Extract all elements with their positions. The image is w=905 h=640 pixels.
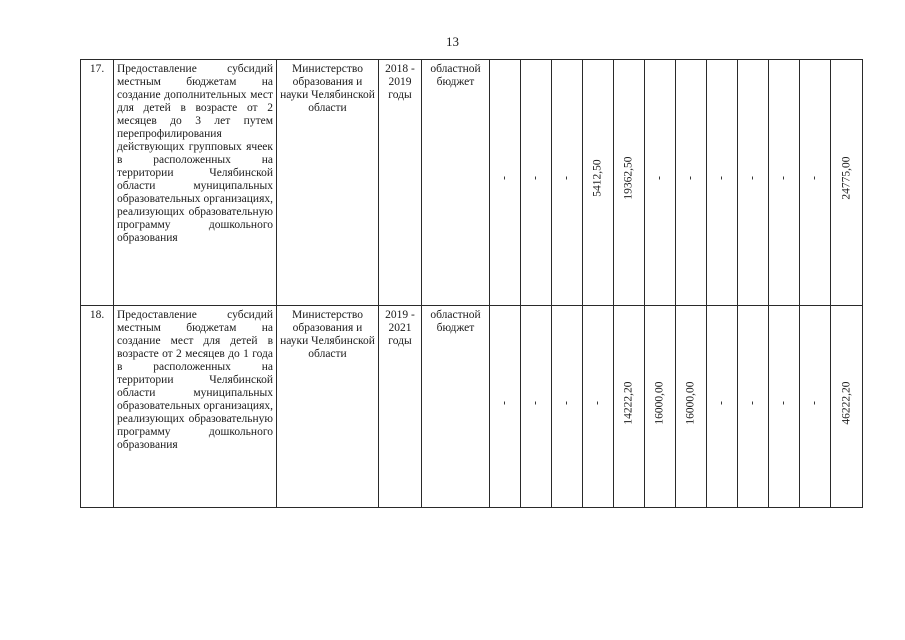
- value-cell: [738, 60, 769, 306]
- value-text: -: [715, 401, 728, 405]
- value-text: -: [746, 176, 759, 180]
- implementation-period: 2019 - 2021 годы: [379, 306, 422, 508]
- total-cell: [831, 306, 863, 508]
- value-text: -: [808, 176, 821, 180]
- total-cell: [831, 60, 863, 306]
- value-cell: [645, 60, 676, 306]
- funding-source: областной бюджет: [422, 60, 490, 306]
- total-text: 24775,00: [840, 156, 852, 200]
- row-number: 18.: [81, 306, 114, 508]
- row-number: 17.: [81, 60, 114, 306]
- program-activities-table: [80, 59, 863, 508]
- value-cell: [521, 60, 552, 306]
- value-text: -: [498, 401, 511, 405]
- value-cell: [614, 306, 645, 508]
- value-cell: [490, 60, 521, 306]
- value-text: 19362,50: [622, 156, 635, 200]
- value-cell: [800, 306, 831, 508]
- value-text: 5412,50: [591, 159, 604, 197]
- value-cell: [583, 306, 614, 508]
- value-cell: [676, 60, 707, 306]
- value-cell: [738, 306, 769, 508]
- total-text: 46222,20: [840, 381, 852, 425]
- funding-source: областной бюджет: [422, 306, 490, 508]
- table-row: [81, 306, 863, 508]
- value-text: -: [591, 401, 604, 405]
- value-text: 14222,20: [622, 381, 635, 425]
- value-text: -: [746, 401, 759, 405]
- value-text: -: [684, 176, 697, 180]
- value-text: -: [498, 176, 511, 180]
- value-text: -: [560, 176, 573, 180]
- value-cell: [707, 306, 738, 508]
- value-text: -: [529, 401, 542, 405]
- value-text: -: [808, 401, 821, 405]
- value-text: -: [560, 401, 573, 405]
- value-cell: [769, 60, 800, 306]
- page-number: 13: [446, 34, 459, 49]
- value-cell: [645, 306, 676, 508]
- table-row: [81, 60, 863, 306]
- value-text: -: [529, 176, 542, 180]
- value-cell: [676, 306, 707, 508]
- value-cell: [552, 60, 583, 306]
- value-text: -: [653, 176, 666, 180]
- value-text: -: [715, 176, 728, 180]
- value-text: 16000,00: [653, 381, 666, 425]
- value-cell: [552, 306, 583, 508]
- value-cell: [800, 60, 831, 306]
- value-cell: [614, 60, 645, 306]
- value-cell: [521, 306, 552, 508]
- value-text: -: [777, 401, 790, 405]
- value-text: 16000,00: [684, 381, 697, 425]
- value-cell: [490, 306, 521, 508]
- responsible-organization: Министерство образования и науки Челябинской области: [277, 60, 379, 306]
- value-cell: [707, 60, 738, 306]
- responsible-organization: Министерство образования и науки Челябинской области: [277, 306, 379, 508]
- value-text: -: [777, 176, 790, 180]
- activity-description: Предоставление субсидий местным бюджетам на создание дополнительных мест для детей в возрасте от 2 месяцев до 3 лет путем перепрофилирования действующих групповых ячеек в расположенных на территории Челябинской области муниципальных образовательных организациях, реализующих образовательную программу дошкольного образования: [114, 60, 277, 306]
- activity-description: Предоставление субсидий местным бюджетам на создание мест для детей в возрасте от 2 месяцев до 1 года в расположенных на территории Челябинской области муниципальных образовательных организациях, реализующих образовательную программу дошкольного образования: [114, 306, 277, 508]
- value-cell: [769, 306, 800, 508]
- value-cell: [583, 60, 614, 306]
- implementation-period: 2018 - 2019 годы: [379, 60, 422, 306]
